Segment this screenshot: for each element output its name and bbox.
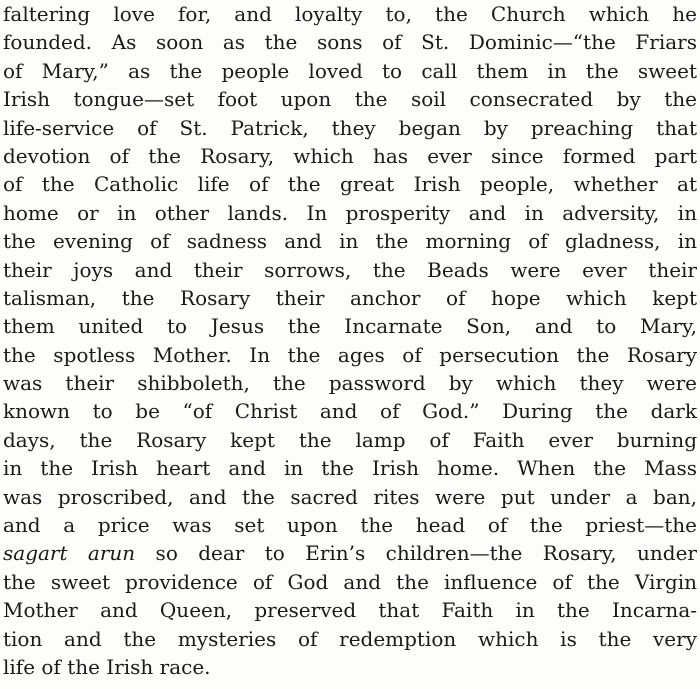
text-line: of the Catholic life of the great Irish people, whether at [3, 172, 697, 197]
text-line: Irish tongue—set foot upon the soil consecrated by the [3, 87, 697, 112]
text-span: so dear to Erin’s children—the Rosary, under [135, 541, 697, 566]
text-line-mixed [3, 539, 697, 567]
text-line: was their shibboleth, the password by which they were [3, 371, 697, 396]
text-line: Mother and Queen, preserved that Faith in the Incarna- [3, 598, 697, 623]
text-line: their joys and their sorrows, the Beads were ever their [3, 257, 697, 282]
text-line: days, the Rosary kept the lamp of Faith ever burning [3, 427, 697, 452]
body-text [3, 0, 697, 681]
text-line: the spotless Mother. In the ages of persecution the Rosary [3, 342, 697, 367]
text-line: faltering love for, and loyalty to, the Church which he [3, 2, 697, 26]
text-line: was proscribed, and the sacred rites were put under a ban, [3, 484, 697, 509]
text-line: the sweet providence of God and the influence of the Virgin [3, 569, 697, 594]
text-line: devotion of the Rosary, which has ever since formed part [3, 143, 697, 168]
text-line: them united to Jesus the Incarnate Son, and to Mary, [3, 314, 697, 339]
text-line: the evening of sadness and in the morning of gladness, in [3, 229, 697, 254]
text-line: in the Irish heart and in the Irish home. When the Mass [3, 456, 697, 481]
text-line: known to be “of Christ and of God.” During the dark [3, 399, 697, 424]
text-line: talisman, the Rosary their anchor of hope which kept [3, 285, 697, 310]
text-line: life of the Irish race. [3, 654, 211, 679]
text-line: home or in other lands. In prosperity and in adversity, in [3, 200, 697, 225]
italic-phrase: sagart arun [3, 541, 136, 566]
text-line: of Mary,” as the people loved to call them in the sweet [3, 58, 697, 83]
text-line: tion and the mysteries of redemption which is the very [3, 626, 697, 651]
text-line: life-service of St. Patrick, they began by preaching that [3, 115, 697, 140]
text-line: founded. As soon as the sons of St. Dominic—“the Friars [3, 30, 697, 55]
text-line: and a price was set upon the head of the priest—the [3, 513, 697, 538]
